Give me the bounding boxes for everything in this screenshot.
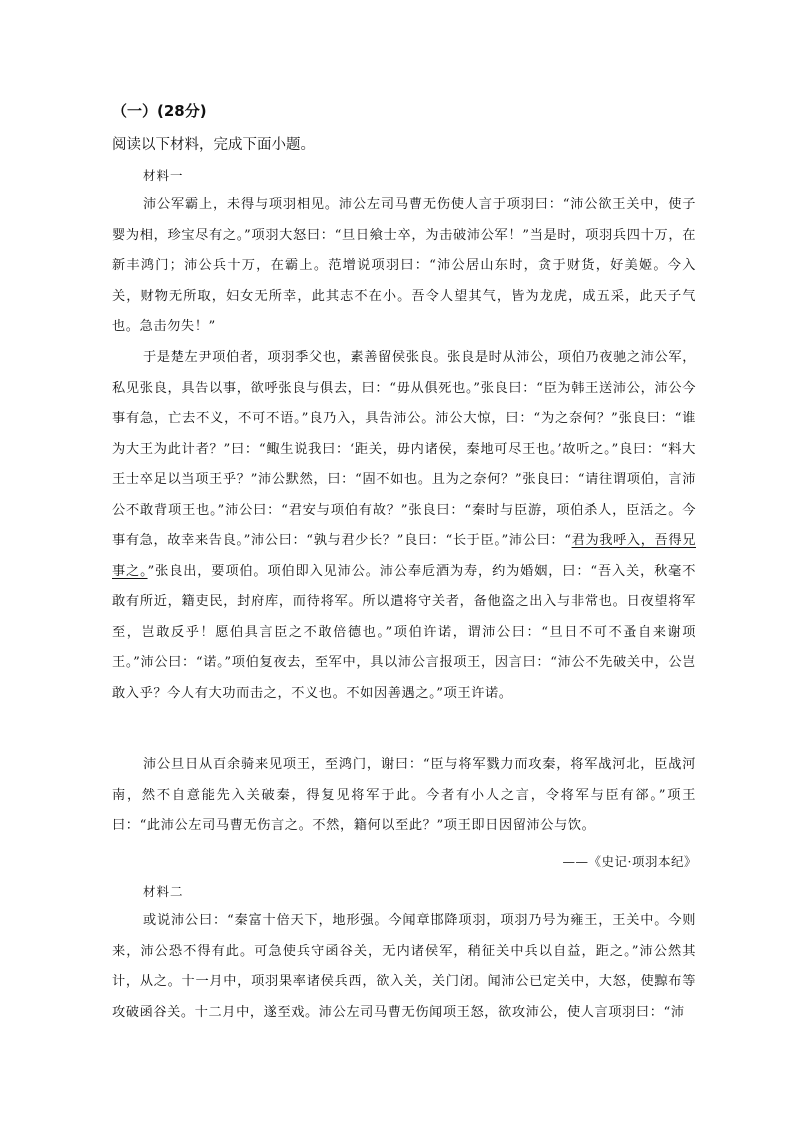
underlined-sentence: 君为我呼入，吾得兄事之。 (112, 533, 696, 579)
material-one-label: 材料一 (143, 168, 184, 183)
section-heading: （一）(28分) (112, 102, 207, 120)
material-two-label: 材料二 (143, 884, 184, 899)
material-one-paragraph-3: 沛公旦日从百余骑来见项王，至鸿门，谢曰：“臣与将军戮力而攻秦，将军战河北，臣战河南，然不自意能先入关破秦，得复见将军于此。今者有小人之言，令将军与臣有郤。”项王曰：“此沛公左司马曹无伤言之。不然，籍何以至此？”项王即日因留沛公与饮。 (112, 757, 696, 833)
material-one-paragraph-1: 沛公军霸上，未得与项羽相见。沛公左司马曹无伤使人言于项羽曰：“沛公欲王关中，使子婴为相，珍宝尽有之。”项羽大怒曰：“旦日飨士卒，为击破沛公军！”当是时，项羽兵四十万，在新丰鸿门；沛公兵十万，在霸上。范增说项羽曰：“沛公居山东时，贪于财货，好美姬。今入关，财物无所取，妇女无所幸，此其志不在小。吾令人望其气，皆为龙虎，成五采，此天子气也。急击勿失！” (112, 197, 696, 334)
paragraph-text: ”张良出，要项伯。项伯即入见沛公。沛公奉卮酒为寿，约为婚姻，曰：“吾入关，秋毫不敢有所近，籍吏民，封府库，而待将军。所以遣将守关者，备他盗之出入与非常也。日夜望将军至，岂敢反乎！愿伯具言臣之不敢倍德也。”项伯许诺，谓沛公曰：“旦日不可不蚤自来谢项王。”沛公曰：“诺。”项伯复夜去，至军中，具以沛公言报项王，因言曰：“沛公不先破关中，公岂敢入乎？今人有大功而击之，不义也。不如因善遇之。”项王许诺。 (112, 563, 697, 701)
material-two-paragraph-1: 或说沛公曰：“秦富十倍天下，地形强。今闻章邯降项羽，项羽乃号为雍王，王关中。今则来，沛公恐不得有此。可急使兵守函谷关，无内诸侯军，稍征关中兵以自益，距之。”沛公然其计，从之。十一月中，项羽果率诸侯兵西，欲入关，关门闭。闻沛公已定关中，大怒，使黥布等攻破函谷关。十二月中，遂至戏。沛公左司马曹无伤闻项王怒，欲攻沛公，使人言项羽曰：“沛 (112, 913, 696, 1020)
material-one-paragraph-2 (112, 343, 696, 709)
source-citation: ——《史记·项羽本纪》 (562, 854, 697, 869)
paragraph-text: 于是楚左尹项伯者，项羽季父也，素善留侯张良。张良是时从沛公，项伯乃夜驰之沛公军，私见张良，具告以事，欲呼张良与俱去，曰：“毋从俱死也。”张良曰：“臣为韩王送沛公，沛公今事有急，亡去不义，不可不语。”良乃入，具告沛公。沛公大惊，曰：“为之奈何？”张良曰：“谁为大王为此计者？”曰：“鲰生说我曰：‘距关，毋内诸侯，秦地可尽王也。’故听之。”良曰：“料大王士卒足以当项王乎？”沛公默然，曰：“固不如也。且为之奈何？”张良曰：“请往谓项伯，言沛公不敢背项王也。”沛公曰：“君安与项伯有故？”张良曰：“秦时与臣游，项伯杀人，臣活之。今事有急，故幸来告良。”沛公曰：“孰与君少长？”良曰：“长于臣。”沛公曰：“ (112, 350, 696, 548)
instruction-text: 阅读以下材料，完成下面小题。 (112, 137, 315, 153)
